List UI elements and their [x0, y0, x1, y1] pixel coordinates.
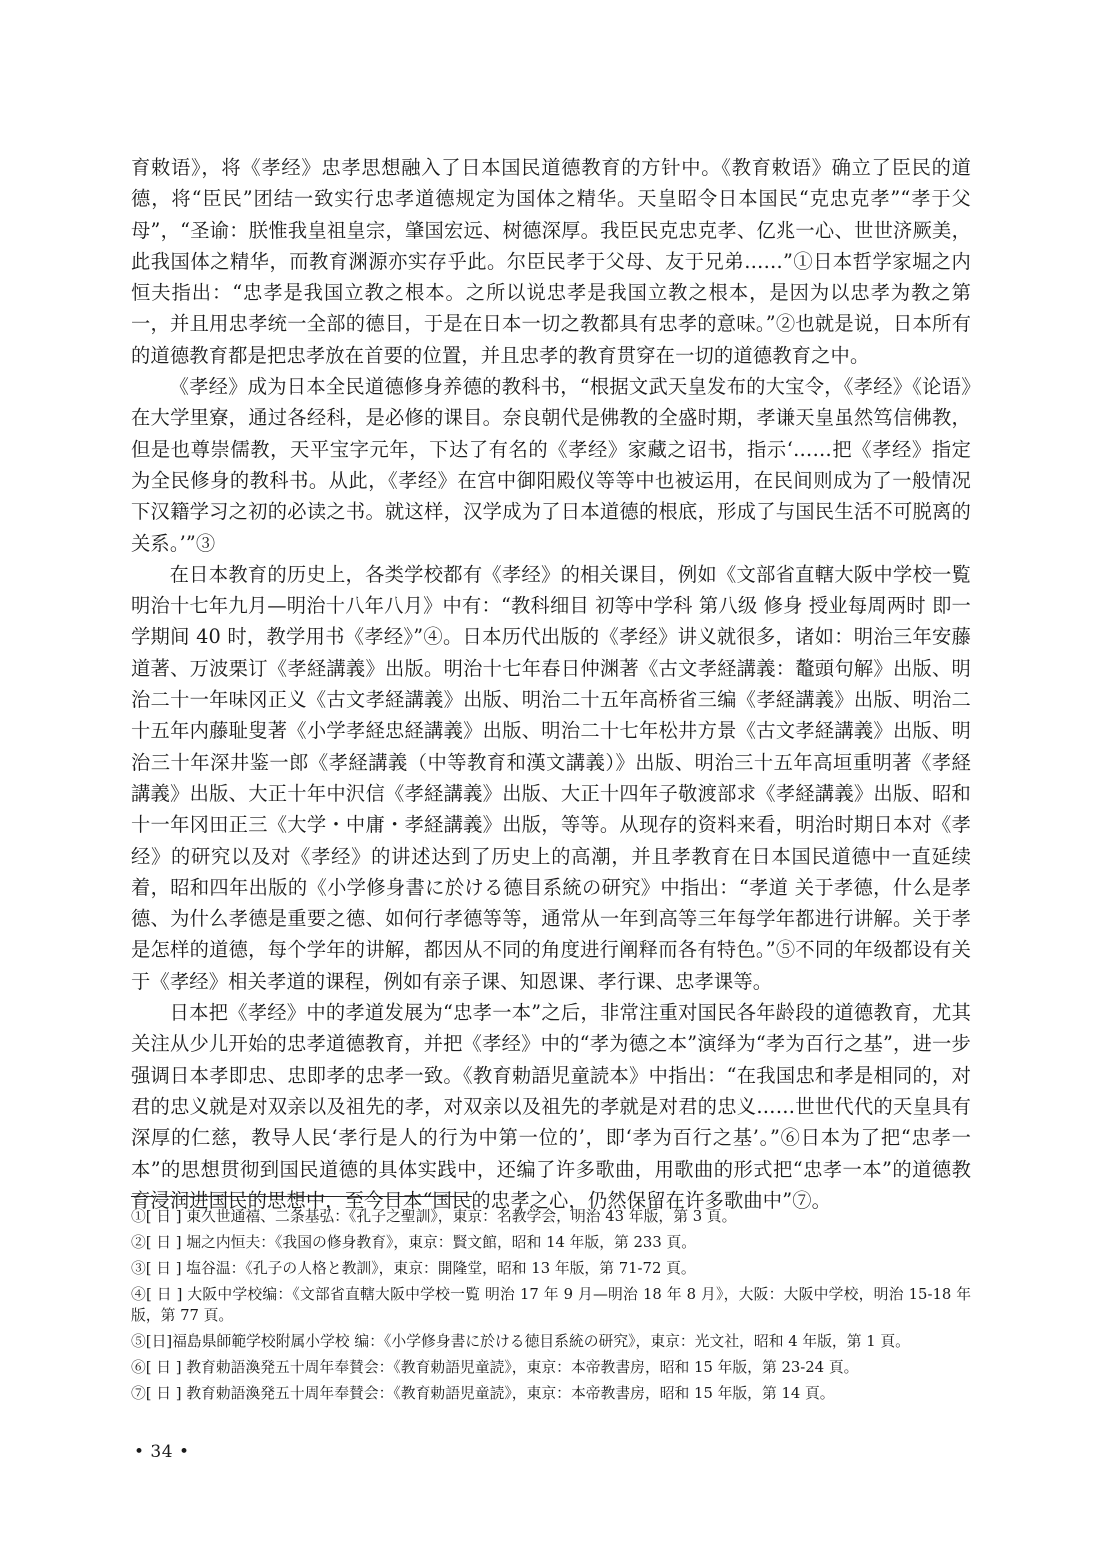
- body-text: [131, 152, 971, 1216]
- paragraph-4: 日本把《孝经》中的孝道发展为“忠孝一本”之后，非常注重对国民各年龄段的道德教育，尤其关注从少儿开始的忠孝道德教育，并把《孝经》中的“孝为德之本”演绎为“孝为百行之基”，进一步强调日本孝即忠、忠即孝的忠孝一致。《教育勅語児童読本》中指出：“在我国忠和孝是相同的，对君的忠义就是对双亲以及祖先的孝，对双亲以及祖先的孝就是对君的忠义……世世代代的天皇具有深厚的仁慈，教导人民‘孝行是人的行为中第一位的’，即‘孝为百行之基’。”⑥日本为了把“忠孝一本”的思想贯彻到国民道德的具体实践中，还编了许多歌曲，用歌曲的形式把“忠孝一本”的道德教育浸润进国民的思想中，至今日本“国民的忠孝之心，仍然保留在许多歌曲中”⑦。: [131, 1001, 971, 1212]
- paragraph-1: 育敕语》，将《孝经》忠孝思想融入了日本国民道德教育的方针中。《教育敕语》确立了臣民的道德，将“臣民”团结一致实行忠孝道德规定为国体之精华。天皇昭令日本国民“克忠克孝”“孝于父母”，“圣谕：朕惟我皇祖皇宗，肇国宏远、树德深厚。我臣民克忠克孝、亿兆一心、世世济厥美，此我国体之精华，而教育渊源亦实存乎此。尔臣民孝于父母、友于兄弟……”①日本哲学家堀之内恒夫指出：“忠孝是我国立教之根本。之所以说忠孝是我国立教之根本，是因为以忠孝为教之第一，并且用忠孝统一全部的德目，于是在日本一切之教都具有忠孝的意味。”②也就是说，日本所有的道德教育都是把忠孝放在首要的位置，并且忠孝的教育贯穿在一切的道德教育之中。: [131, 156, 971, 367]
- footnote-3: ③[ 日 ] 塩谷温：《孔子の人格と教訓》，東京：開隆堂，昭和 13 年版，第 71-72 頁。: [131, 1260, 696, 1277]
- footnote-5: ⑤[日]福島県師範学校附属小学校 编：《小学修身書に於ける徳目系統の研究》，東京：光文社，昭和 4 年版，第 1 頁。: [131, 1333, 910, 1350]
- footnote-2: ②[ 日 ] 堀之内恒夫：《我国の修身教育》，東京：賢文館，昭和 14 年版，第 233 頁。: [131, 1234, 697, 1251]
- footnotes: [131, 1206, 971, 1409]
- footnote-1: ①[ 日 ] 東久世通禧、二条基弘：《孔子之聖訓》，東京：名教学会，明治 43 年版，第 3 頁。: [131, 1208, 737, 1225]
- footnote-4: ④[ 日 ] 大阪中学校编：《文部省直轄大阪中学校一覧 明治 17 年 9 月—明治 18 年 8 月》，大阪：大阪中学校，明治 15-18 年版，第 77 頁。: [131, 1286, 971, 1324]
- footnote-7: ⑦[ 日 ] 教育勅語渙発五十周年奉賛会：《教育勅語児童読》，東京：本帝教書房，昭和 15 年版，第 14 頁。: [131, 1385, 835, 1402]
- paragraph-2: 《孝经》成为日本全民道德修身养德的教科书，“根据文武天皇发布的大宝令，《孝经》《论语》在大学里寮，通过各经科，是必修的课目。奈良朝代是佛教的全盛时期，孝谦天皇虽然笃信佛教，但是也尊崇儒教，天平宝字元年，下达了有名的《孝经》家藏之诏书，指示‘……把《孝经》指定为全民修身的教科书。从此，《孝经》在宫中御阳殿仪等等中也被运用，在民间则成为了一般情况下汉籍学习之初的必读之书。就这样，汉学成为了日本道德的根底，形成了与国民生活不可脱离的关系。’”③: [131, 375, 971, 555]
- paragraph-3: 在日本教育的历史上，各类学校都有《孝经》的相关课目，例如《文部省直轄大阪中学校一覧 明治十七年九月—明治十八年八月》中有：“教科细目 初等中学科 第八级 修身 授业每周两时 即一学期间 40 时，教学用书《孝经》”④。日本历代出版的《孝经》讲义就很多，诸如：明治三年安藤道著、万波栗订《孝経講義》出版。明治十七年春日仲渊著《古文孝経講義：鼇頭句解》出版、明治二十一年味冈正义《古文孝経講義》出版、明治二十五年高桥省三编《孝経講義》出版、明治二十五年内藤耻叟著《小学孝経忠経講義》出版、明治二十七年松井方景《古文孝経講義》出版、明治三十年深井鉴一郎《孝経講義（中等教育和漢文講義）》出版、明治三十五年高垣重明著《孝経講義》出版、大正十年中沢信《孝経講義》出版、大正十四年子敬渡部求《孝経講義》出版、昭和十一年冈田正三《大学・中庸・孝経講義》出版，等等。从现存的资料来看，明治时期日本对《孝经》的研究以及对《孝经》的讲述达到了历史上的高潮，并且孝教育在日本国民道德中一直延续着，昭和四年出版的《小学修身書に於ける德目系統の研究》中指出：“孝道 关于孝德，什么是孝德、为什么孝德是重要之德、如何行孝德等等，通常从一年到高等三年每学年都进行讲解。关于孝是怎样的道德，每个学年的讲解，都因从不同的角度进行阐释而各有特色。”⑤不同的年级都设有关于《孝经》相关孝道的课程，例如有亲子课、知恩课、孝行课、忠孝课等。: [131, 562, 971, 993]
- footnote-6: ⑥[ 日 ] 教育勅語渙発五十周年奉賛会：《教育勅語児童読》，東京：本帝教書房，昭和 15 年版，第 23-24 頁。: [131, 1359, 859, 1376]
- page-number: • 34 •: [134, 1442, 190, 1462]
- footnote-divider: [131, 1196, 472, 1197]
